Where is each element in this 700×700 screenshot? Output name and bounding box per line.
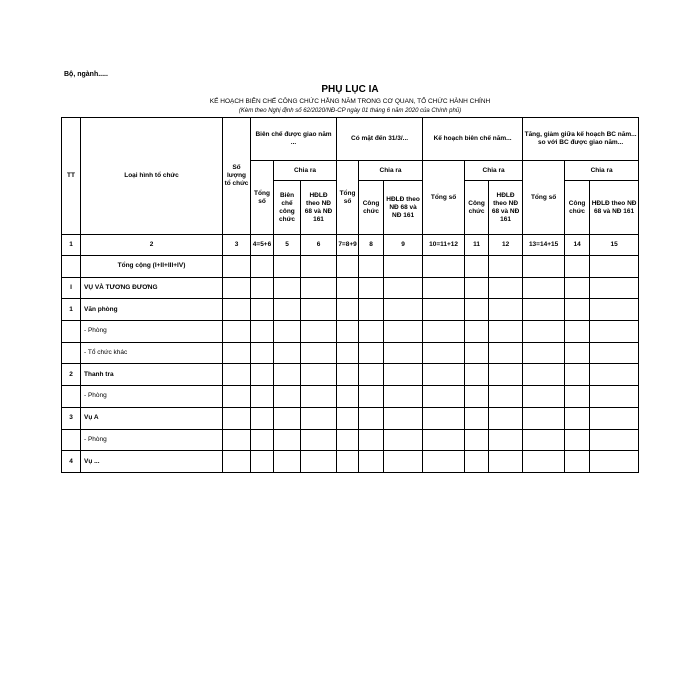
value-cell bbox=[337, 386, 359, 408]
row-tt: 3 bbox=[62, 407, 81, 429]
value-cell bbox=[223, 451, 251, 473]
row-tt bbox=[62, 342, 81, 364]
value-cell bbox=[465, 342, 489, 364]
value-cell bbox=[590, 321, 639, 343]
value-cell bbox=[384, 277, 423, 299]
value-cell bbox=[465, 299, 489, 321]
index-cell: 12 bbox=[489, 235, 523, 256]
header-total-1: Tổng số bbox=[251, 161, 274, 235]
value-cell bbox=[301, 386, 337, 408]
value-cell bbox=[384, 299, 423, 321]
value-cell bbox=[590, 299, 639, 321]
value-cell bbox=[301, 364, 337, 386]
value-cell bbox=[251, 256, 274, 278]
header-tt: TT bbox=[62, 118, 81, 235]
header-total-4: Tổng số bbox=[523, 161, 565, 235]
value-cell bbox=[359, 256, 384, 278]
header-congchuc-4: Công chức bbox=[565, 181, 590, 235]
value-cell bbox=[523, 256, 565, 278]
ministry-label: Bộ, ngành..... bbox=[64, 71, 108, 78]
table-row bbox=[62, 429, 639, 451]
header-hdld-2: HĐLĐ theo NĐ 68 và NĐ 161 bbox=[384, 181, 423, 235]
value-cell bbox=[337, 342, 359, 364]
value-cell bbox=[301, 342, 337, 364]
value-cell bbox=[384, 429, 423, 451]
value-cell bbox=[384, 451, 423, 473]
value-cell bbox=[301, 321, 337, 343]
index-cell: 2 bbox=[81, 235, 223, 256]
value-cell bbox=[423, 256, 465, 278]
table-row bbox=[62, 277, 639, 299]
index-row bbox=[62, 235, 639, 256]
value-cell bbox=[384, 364, 423, 386]
value-cell bbox=[423, 342, 465, 364]
index-cell: 4=5+6 bbox=[251, 235, 274, 256]
row-tt: 4 bbox=[62, 451, 81, 473]
value-cell bbox=[465, 407, 489, 429]
value-cell bbox=[565, 321, 590, 343]
header-congchuc-3: Công chức bbox=[465, 181, 489, 235]
index-cell: 5 bbox=[274, 235, 301, 256]
value-cell bbox=[274, 277, 301, 299]
index-cell: 6 bbox=[301, 235, 337, 256]
value-cell bbox=[359, 342, 384, 364]
value-cell bbox=[423, 364, 465, 386]
value-cell bbox=[337, 277, 359, 299]
value-cell bbox=[423, 407, 465, 429]
value-cell bbox=[384, 256, 423, 278]
table-row bbox=[62, 407, 639, 429]
header-total-3: Tổng số bbox=[423, 161, 465, 235]
value-cell bbox=[423, 386, 465, 408]
value-cell bbox=[384, 321, 423, 343]
value-cell bbox=[565, 451, 590, 473]
value-cell bbox=[465, 364, 489, 386]
header-group-change: Tăng, giảm giữa kế hoạch BC năm... so với BC được giao năm... bbox=[523, 118, 639, 161]
value-cell bbox=[301, 407, 337, 429]
value-cell bbox=[251, 386, 274, 408]
index-cell: 7=8+9 bbox=[337, 235, 359, 256]
value-cell bbox=[251, 321, 274, 343]
table-row bbox=[62, 451, 639, 473]
value-cell bbox=[384, 407, 423, 429]
row-tt: 2 bbox=[62, 364, 81, 386]
value-cell bbox=[274, 342, 301, 364]
value-cell bbox=[590, 429, 639, 451]
value-cell bbox=[590, 451, 639, 473]
header-split-2: Chia ra bbox=[359, 161, 423, 181]
value-cell bbox=[274, 321, 301, 343]
value-cell bbox=[565, 364, 590, 386]
row-label: Vụ ... bbox=[81, 451, 223, 473]
value-cell bbox=[590, 364, 639, 386]
value-cell bbox=[274, 299, 301, 321]
value-cell bbox=[423, 321, 465, 343]
value-cell bbox=[489, 321, 523, 343]
header-hdld-1: HĐLĐ theo NĐ 68 và NĐ 161 bbox=[301, 181, 337, 235]
value-cell bbox=[523, 342, 565, 364]
value-cell bbox=[337, 321, 359, 343]
value-cell bbox=[465, 321, 489, 343]
value-cell bbox=[223, 299, 251, 321]
value-cell bbox=[274, 386, 301, 408]
value-cell bbox=[489, 342, 523, 364]
value-cell bbox=[523, 299, 565, 321]
index-cell: 8 bbox=[359, 235, 384, 256]
row-label: VỤ VÀ TƯƠNG ĐƯƠNG bbox=[81, 277, 223, 299]
value-cell bbox=[359, 386, 384, 408]
value-cell bbox=[301, 277, 337, 299]
value-cell bbox=[301, 451, 337, 473]
value-cell bbox=[384, 386, 423, 408]
value-cell bbox=[523, 451, 565, 473]
value-cell bbox=[359, 364, 384, 386]
value-cell bbox=[251, 407, 274, 429]
row-label: Tổng cộng (I+II+III+IV) bbox=[81, 256, 223, 278]
header-split-4: Chia ra bbox=[565, 161, 639, 181]
value-cell bbox=[523, 364, 565, 386]
row-label: - Tổ chức khác bbox=[81, 342, 223, 364]
value-cell bbox=[274, 364, 301, 386]
value-cell bbox=[465, 256, 489, 278]
row-label: Thanh tra bbox=[81, 364, 223, 386]
row-label: - Phòng bbox=[81, 386, 223, 408]
value-cell bbox=[465, 386, 489, 408]
value-cell bbox=[337, 256, 359, 278]
value-cell bbox=[274, 451, 301, 473]
value-cell bbox=[423, 451, 465, 473]
document-subtitle: KẾ HOẠCH BIÊN CHẾ CÔNG CHỨC HẰNG NĂM TRONG CƠ QUAN, TỔ CHỨC HÀNH CHÍNH bbox=[209, 98, 491, 105]
column-index-row bbox=[62, 235, 639, 256]
value-cell bbox=[423, 299, 465, 321]
value-cell bbox=[565, 256, 590, 278]
row-tt bbox=[62, 386, 81, 408]
value-cell bbox=[565, 277, 590, 299]
value-cell bbox=[274, 429, 301, 451]
value-cell bbox=[274, 407, 301, 429]
header-split-1: Chia ra bbox=[274, 161, 337, 181]
value-cell bbox=[223, 429, 251, 451]
row-tt bbox=[62, 256, 81, 278]
value-cell bbox=[590, 342, 639, 364]
value-cell bbox=[489, 256, 523, 278]
document-title: PHỤ LỤC IA bbox=[321, 84, 379, 95]
table-row bbox=[62, 386, 639, 408]
value-cell bbox=[223, 277, 251, 299]
value-cell bbox=[223, 407, 251, 429]
value-cell bbox=[223, 364, 251, 386]
value-cell bbox=[301, 256, 337, 278]
value-cell bbox=[359, 321, 384, 343]
value-cell bbox=[590, 407, 639, 429]
value-cell bbox=[489, 407, 523, 429]
table-row bbox=[62, 256, 639, 278]
value-cell bbox=[423, 429, 465, 451]
row-tt bbox=[62, 321, 81, 343]
table-row bbox=[62, 321, 639, 343]
value-cell bbox=[465, 429, 489, 451]
value-cell bbox=[565, 386, 590, 408]
value-cell bbox=[489, 299, 523, 321]
row-tt: I bbox=[62, 277, 81, 299]
value-cell bbox=[251, 299, 274, 321]
value-cell bbox=[251, 277, 274, 299]
row-label: - Phòng bbox=[81, 321, 223, 343]
value-cell bbox=[274, 256, 301, 278]
value-cell bbox=[384, 342, 423, 364]
value-cell bbox=[251, 429, 274, 451]
value-cell bbox=[359, 277, 384, 299]
header-count: Số lượng tổ chức bbox=[223, 118, 251, 235]
header-hdld-4: HĐLĐ theo NĐ 68 và NĐ 161 bbox=[590, 181, 639, 235]
value-cell bbox=[523, 386, 565, 408]
value-cell bbox=[523, 321, 565, 343]
value-cell bbox=[565, 342, 590, 364]
value-cell bbox=[337, 407, 359, 429]
index-cell: 14 bbox=[565, 235, 590, 256]
value-cell bbox=[489, 386, 523, 408]
value-cell bbox=[359, 429, 384, 451]
value-cell bbox=[489, 429, 523, 451]
value-cell bbox=[337, 299, 359, 321]
index-cell: 13=14+15 bbox=[523, 235, 565, 256]
index-cell: 3 bbox=[223, 235, 251, 256]
value-cell bbox=[465, 451, 489, 473]
value-cell bbox=[337, 364, 359, 386]
index-cell: 10=11+12 bbox=[423, 235, 465, 256]
index-cell: 15 bbox=[590, 235, 639, 256]
value-cell bbox=[337, 429, 359, 451]
value-cell bbox=[465, 277, 489, 299]
value-cell bbox=[489, 277, 523, 299]
value-cell bbox=[565, 407, 590, 429]
row-label: Vụ A bbox=[81, 407, 223, 429]
table-row bbox=[62, 299, 639, 321]
header-congchuc-2: Công chức bbox=[359, 181, 384, 235]
value-cell bbox=[359, 299, 384, 321]
row-tt bbox=[62, 429, 81, 451]
value-cell bbox=[590, 256, 639, 278]
staffing-plan-table bbox=[61, 117, 639, 473]
value-cell bbox=[565, 429, 590, 451]
value-cell bbox=[251, 364, 274, 386]
value-cell bbox=[523, 277, 565, 299]
header-total-2: Tổng số bbox=[337, 161, 359, 235]
value-cell bbox=[423, 277, 465, 299]
table-body bbox=[62, 256, 639, 473]
value-cell bbox=[223, 321, 251, 343]
document-note: (Kèm theo Nghị định số 62/2020/NĐ-CP ngày 01 tháng 6 năm 2020 của Chính phủ) bbox=[238, 108, 462, 114]
value-cell bbox=[489, 364, 523, 386]
table-row bbox=[62, 364, 639, 386]
index-cell: 1 bbox=[62, 235, 81, 256]
value-cell bbox=[489, 451, 523, 473]
value-cell bbox=[590, 386, 639, 408]
value-cell bbox=[337, 451, 359, 473]
table-row bbox=[62, 342, 639, 364]
header-group-present: Có mặt đến 31/3/... bbox=[337, 118, 423, 161]
header-hdld-3: HĐLĐ theo NĐ 68 và NĐ 161 bbox=[489, 181, 523, 235]
value-cell bbox=[590, 277, 639, 299]
header-group-plan: Kế hoạch biên chế năm... bbox=[423, 118, 523, 161]
header-type: Loại hình tổ chức bbox=[81, 118, 223, 235]
value-cell bbox=[223, 386, 251, 408]
index-cell: 9 bbox=[384, 235, 423, 256]
value-cell bbox=[251, 342, 274, 364]
value-cell bbox=[251, 451, 274, 473]
row-label: - Phòng bbox=[81, 429, 223, 451]
value-cell bbox=[301, 299, 337, 321]
value-cell bbox=[359, 407, 384, 429]
value-cell bbox=[523, 407, 565, 429]
value-cell bbox=[565, 299, 590, 321]
index-cell: 11 bbox=[465, 235, 489, 256]
header-split-3: Chia ra bbox=[465, 161, 523, 181]
value-cell bbox=[301, 429, 337, 451]
value-cell bbox=[223, 342, 251, 364]
header-group-assigned: Biên chế được giao năm ... bbox=[251, 118, 337, 161]
value-cell bbox=[223, 256, 251, 278]
header-bienche: Biên chế công chức bbox=[274, 181, 301, 235]
row-tt: 1 bbox=[62, 299, 81, 321]
value-cell bbox=[359, 451, 384, 473]
value-cell bbox=[523, 429, 565, 451]
row-label: Văn phòng bbox=[81, 299, 223, 321]
